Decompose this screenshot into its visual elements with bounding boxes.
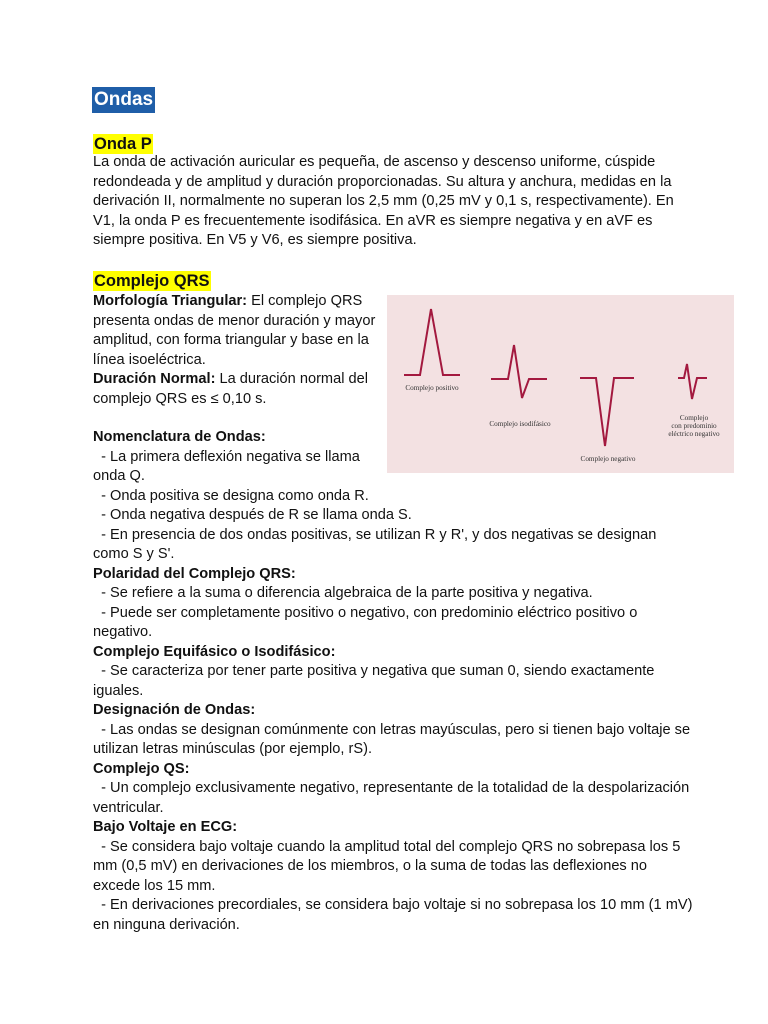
nomenclatura-item: - La primera deflexión negativa se llama onda Q. bbox=[93, 448, 364, 484]
equifasico-label: Complejo Equifásico o Isodifásico: bbox=[93, 643, 336, 660]
qrs-complex-figure bbox=[387, 295, 734, 473]
polaridad-label: Polaridad del Complejo QRS: bbox=[93, 565, 296, 582]
caption-isodifasico: Complejo isodifásico bbox=[489, 420, 551, 428]
caption-positivo: Complejo positivo bbox=[405, 384, 459, 392]
heading-complejo-qrs-label: Complejo QRS bbox=[94, 272, 210, 290]
waveform-negativo bbox=[580, 378, 634, 446]
section-title-ondas: Ondas bbox=[92, 87, 155, 113]
designacion-label: Designación de Ondas: bbox=[93, 702, 256, 718]
morfologia-text: El complejo QRS presenta ondas de menor duración y mayor amplitud, con forma triangular y base en la línea isoeléctrica. bbox=[93, 293, 376, 368]
caption-predominio-line: Complejo bbox=[679, 414, 709, 422]
waveform-positivo bbox=[404, 309, 460, 375]
morfologia-paragraph bbox=[93, 292, 383, 370]
equifasico-item: - Se caracteriza por tener parte positiva y negativa que suman 0, siendo exactamente iguales. bbox=[93, 663, 659, 699]
qs-item: - Un complejo exclusivamente negativo, representante de la totalidad de la despolarización ventricular. bbox=[93, 780, 694, 816]
bajo-voltaje-item: - Se considera bajo voltaje cuando la amplitud total del complejo QRS no sobrepasa los 5 mm (0,5 mV) en derivaciones de los miembros, o la suma de todas las deflexiones no excede los 15 mm. bbox=[93, 838, 685, 894]
duracion-label: Duración Normal: bbox=[93, 371, 216, 387]
bajo-voltaje-label: Bajo Voltaje en ECG: bbox=[93, 819, 238, 835]
waveform-predominio-negativo bbox=[678, 364, 707, 399]
nomenclatura-item: - Onda positiva se designa como onda R. bbox=[93, 487, 369, 504]
polaridad-item: - Se refiere a la suma o diferencia algebraica de la parte positiva y negativa. bbox=[93, 585, 593, 601]
nomenclatura-item: - Onda negativa después de R se llama onda S. bbox=[93, 507, 412, 523]
bajo-voltaje-item: - En derivaciones precordiales, se considera bajo voltaje si no sobrepasa los 10 mm (1 mV) en ninguna derivación. bbox=[93, 897, 697, 933]
heading-onda-p bbox=[93, 134, 153, 154]
nomenclatura-label: Nomenclatura de Ondas: bbox=[93, 429, 266, 445]
caption-negativo: Complejo negativo bbox=[580, 455, 636, 463]
qs-label: Complejo QS: bbox=[93, 760, 190, 777]
caption-predominio-line: con predominio bbox=[671, 422, 717, 430]
heading-complejo-qrs bbox=[93, 271, 211, 291]
duracion-text: La duración normal del complejo QRS es ≤ 0,10 s. bbox=[93, 371, 368, 407]
polaridad-item: - Puede ser completamente positivo o negativo, con predominio eléctrico positivo o negativo. bbox=[93, 604, 642, 640]
morfologia-label: Morfología Triangular: bbox=[93, 293, 248, 309]
caption-predominio bbox=[657, 414, 731, 438]
caption-predominio-line: eléctrico negativo bbox=[668, 430, 720, 438]
waveform-isodifasico bbox=[491, 345, 547, 398]
designacion-item: - Las ondas se designan comúnmente con letras mayúsculas, pero si tienen bajo voltaje se utilizan letras minúsculas (por ejemplo, rS). bbox=[93, 721, 695, 757]
qrs-intro-block bbox=[93, 292, 383, 409]
duracion-paragraph bbox=[93, 370, 383, 409]
nomenclatura-item: - En presencia de dos ondas positivas, se utilizan R y R', y dos negativas se designan como S y S'. bbox=[93, 526, 661, 562]
onda-p-paragraph: La onda de activación auricular es pequeña, de ascenso y descenso uniforme, cúspide redondeada y de amplitud y duración proporcionadas. Su altura y anchura, medidas en la derivación II, normalmente no superan los 2,5 mm (0,25 mV y 0,1 s, respectivamente). En V1, la onda P es frecuentemente isodifásica. En aVR es siempre negativa y en aVF es siempre positiva. En V5 y V6, es siempre positiva. bbox=[93, 154, 674, 248]
heading-onda-p-label: Onda P bbox=[94, 135, 152, 153]
